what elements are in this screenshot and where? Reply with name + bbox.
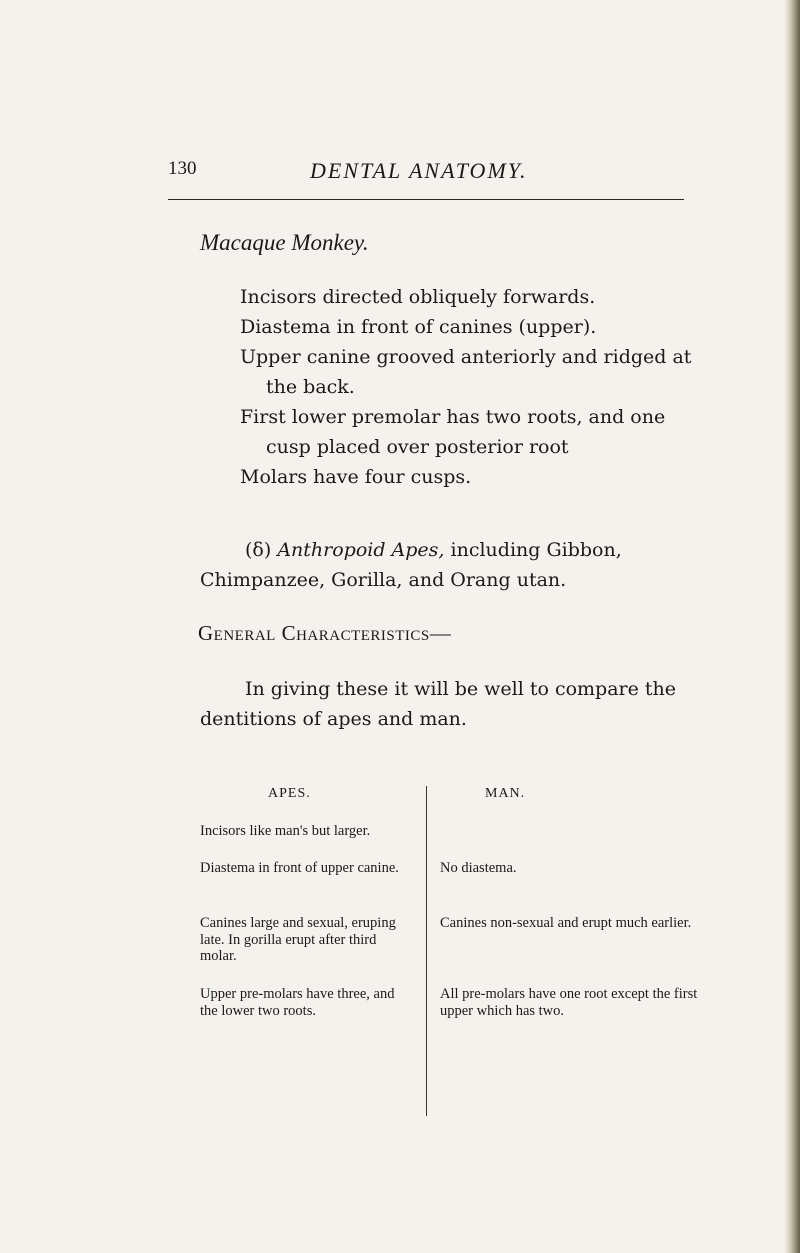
- column-divider: [426, 786, 427, 1116]
- anthropoid-apes-paragraph: [155, 535, 695, 595]
- point-upper-canine: Upper canine grooved anteriorly and ridged at the back.: [240, 346, 692, 398]
- point-molars: Molars have four cusps.: [240, 466, 472, 488]
- man-canines: Canines non-sexual and erupt much earlier.: [440, 915, 692, 931]
- anthropoid-marker: (δ): [245, 539, 272, 561]
- apes-column-header: APES.: [268, 786, 311, 801]
- apes-diastema: Diastema in front of upper canine.: [200, 860, 399, 876]
- running-title: DENTAL ANATOMY.: [310, 158, 528, 183]
- page-number: 130: [168, 158, 197, 179]
- man-premolars: All pre-molars have one root except the first upper which has two.: [440, 986, 698, 1019]
- general-characteristics-heading: General Characteristics—: [198, 621, 452, 645]
- apes-canines: Canines large and sexual, eruping late. In gorilla erupt after third molar.: [200, 915, 396, 964]
- macaque-points: [240, 282, 695, 492]
- intro-paragraph: In giving these it will be well to compare the dentitions of apes and man.: [200, 678, 677, 730]
- anthropoid-list: including Gibbon, Chimpanzee, Gorilla, and Orang utan.: [200, 539, 622, 591]
- section-title: Macaque Monkey.: [200, 230, 369, 255]
- apes-incisors: Incisors like man's but larger.: [200, 823, 371, 839]
- point-incisors: Incisors directed obliquely forwards.: [240, 286, 596, 308]
- man-column-header: MAN.: [485, 786, 526, 801]
- comparison-table: [200, 786, 700, 1116]
- apes-premolars: Upper pre-molars have three, and the lower two roots.: [200, 986, 395, 1019]
- anthropoid-title: Anthropoid Apes,: [277, 539, 445, 561]
- point-lower-premolar: First lower premolar has two roots, and one cusp placed over posterior root: [240, 406, 666, 458]
- man-diastema: No diastema.: [440, 860, 517, 876]
- page-edge-shadow: [784, 0, 800, 1253]
- page-header: [168, 158, 688, 188]
- header-rule: [168, 199, 684, 200]
- point-diastema: Diastema in front of canines (upper).: [240, 316, 597, 338]
